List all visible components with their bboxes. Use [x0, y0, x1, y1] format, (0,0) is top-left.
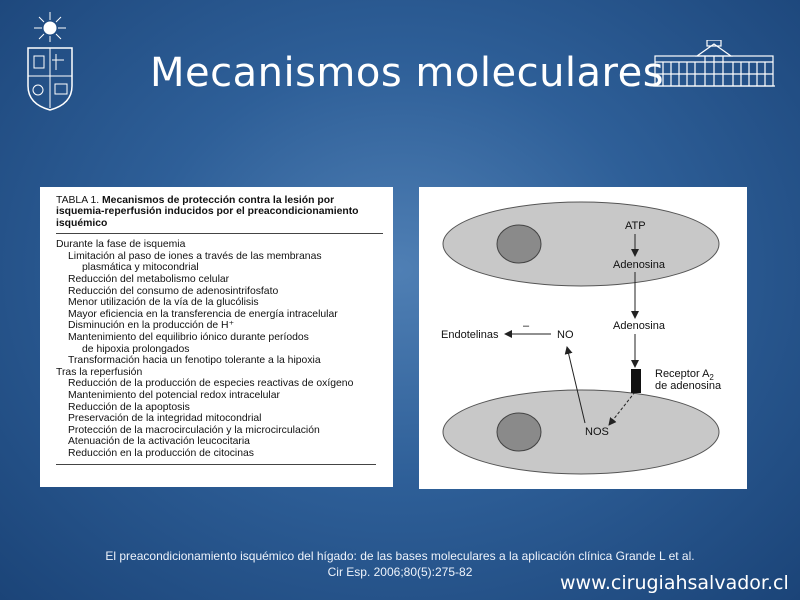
section-heading-ischemia: Durante la fase de isquemia	[56, 239, 186, 251]
table-top-rule	[56, 233, 383, 234]
table-item: Reducción en la producción de citocinas	[68, 447, 254, 459]
website-url: www.cirugiahsalvador.cl	[560, 572, 789, 594]
bottom-cell	[443, 390, 719, 474]
protection-mechanisms-table	[40, 187, 393, 487]
table-item: Reducción del consumo de adenosintrifosfato	[68, 285, 279, 297]
table-item: de hipoxia prolongados	[82, 343, 190, 355]
table-number: TABLA 1.	[56, 195, 100, 206]
receptor-label-text: Receptor A	[655, 368, 710, 380]
hospital-logo	[651, 40, 777, 88]
adenosina-cell-label: Adenosina	[613, 259, 665, 271]
table-item: Menor utilización de la vía de la glucólisis	[68, 297, 259, 309]
university-crest-icon	[22, 8, 78, 112]
table-bottom-rule	[56, 464, 376, 465]
table-item: Mantenimiento del equilibrio iónico durante períodos	[68, 331, 309, 343]
top-cell	[443, 202, 719, 286]
table-item: Preservación de la integridad mitocondrial	[68, 413, 262, 425]
inhibition-sign: –	[523, 320, 530, 332]
table-item: Protección de la macrocirculación y la microcirculación	[68, 424, 320, 436]
table-caption-text: Mecanismos de protección contra la lesión por isquemia-reperfusión inducidos por el preacondicionamiento isquémico	[56, 195, 359, 229]
receptor-label-line2: de adenosina	[655, 380, 722, 392]
citation-line-2: Cir Esp. 2006;80(5):275-82	[327, 565, 473, 579]
section-heading-reperfusion: Tras la reperfusión	[56, 366, 143, 378]
table-item: Mantenimiento del potencial redox intracelular	[68, 389, 280, 401]
table-item: Mayor eficiencia en la transferencia de energía intracelular	[68, 308, 338, 320]
table-caption	[56, 195, 383, 229]
citation-line-1: El preacondicionamiento isquémico del hígado: de las bases moleculares a la aplicación clínica Grande L et al.	[105, 549, 695, 563]
page-title: Mecanismos moleculares	[150, 50, 665, 96]
adenosina-label: Adenosina	[613, 320, 665, 332]
receptor-subscript: 2	[709, 373, 714, 382]
bottom-cell-nucleus	[497, 413, 541, 451]
table-item: Disminución en la producción de H⁺	[68, 320, 235, 332]
endotelinas-label: Endotelinas	[441, 329, 499, 341]
table-item: Transformación hacia un fenotipo tolerante a la hipoxia	[68, 355, 321, 367]
table-item: Limitación al paso de iones a través de las membranas	[68, 250, 322, 262]
table-item: Reducción del metabolismo celular	[68, 274, 230, 285]
top-cell-nucleus	[497, 225, 541, 263]
atp-label: ATP	[625, 220, 646, 232]
adenosine-a2-receptor	[631, 369, 641, 393]
university-crest-logo	[22, 8, 78, 112]
nos-label: NOS	[585, 426, 609, 438]
adenosine-pathway-diagram	[419, 187, 747, 489]
table-item: Reducción de la producción de especies reactivas de oxígeno	[68, 378, 354, 390]
table-item: plasmática y mitocondrial	[82, 262, 199, 274]
no-label: NO	[557, 329, 574, 341]
hospital-building-icon	[651, 40, 777, 88]
table-item: Atenuación de la activación leucocitaria	[68, 436, 250, 448]
table-item: Reducción de la apoptosis	[68, 401, 190, 413]
